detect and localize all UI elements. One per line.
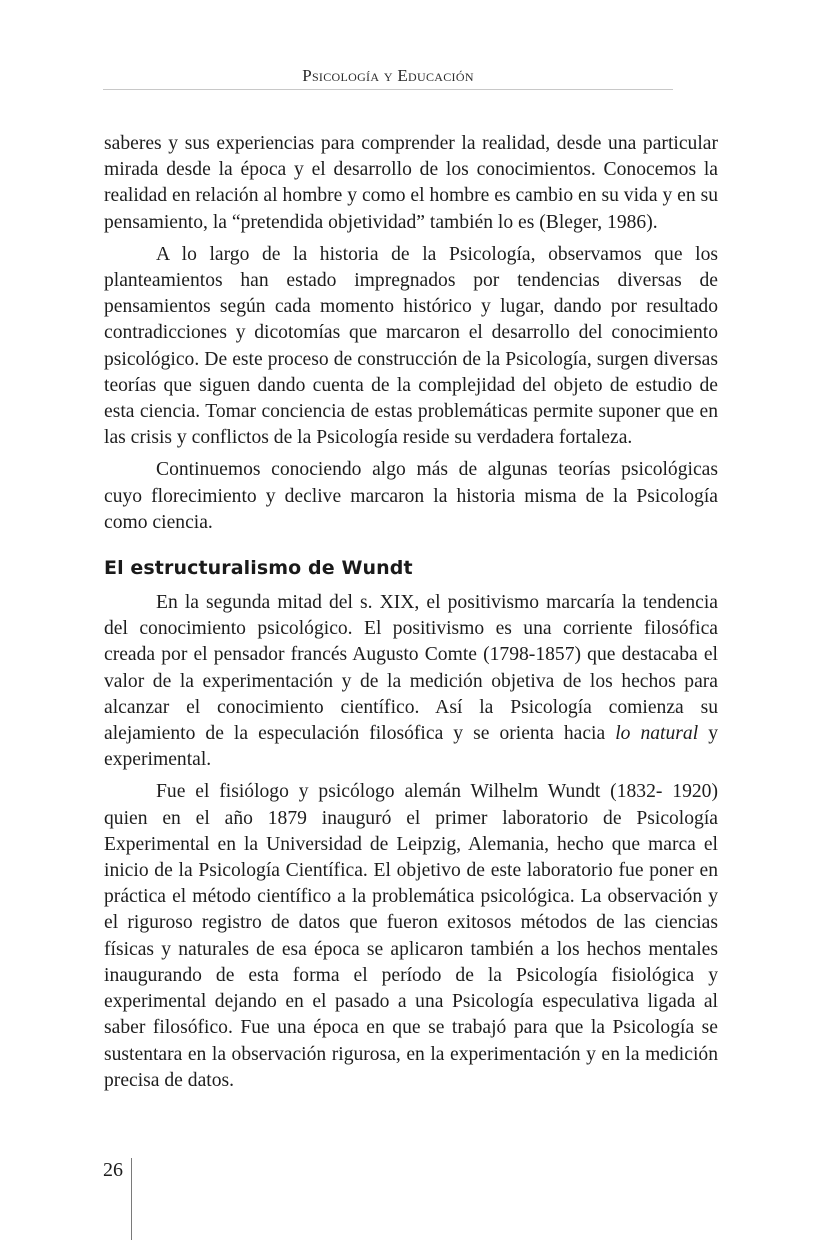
paragraph-continuation: saberes y sus experiencias para comprender la realidad, desde una particular mirada desde la época y el desarrollo de los conocimientos. Conocemos la realidad en relación al hombre y como el hombre es cambio en su vida y en su pensamiento, la “pretendida objetividad” también lo es (Bleger, 1986).: [104, 133, 718, 233]
italic-phrase: lo natural: [615, 723, 699, 745]
header-rule: [103, 89, 673, 90]
page-body: [104, 131, 718, 1094]
paragraph-continue: Continuemos conociendo algo más de algunas teorías psicológicas cuyo florecimiento y declive marcaron la historia misma de la Psicología como ciencia.: [104, 459, 718, 533]
paragraph-positivism-text-a: En la segunda mitad del s. XIX, el positivismo marcaría la tendencia del conocimiento psicológico. El positivismo es una corriente filosófica creada por el pensador francés Augusto Comte (1798-1857) que destacaba el valor de la experimentación y de la medición objetiva de los hechos para alcanzar el conocimiento científico. Así la Psicología comienza su alejamiento de la especulación filosófica y se orienta hacia: [104, 592, 718, 745]
paragraph-history: A lo largo de la historia de la Psicología, observamos que los planteamientos han estado impregnados por tendencias diversas de pensamientos según cada momento histórico y lugar, dando por resultado contradicciones y dicotomías que marcaron el desarrollo del conocimiento psicológico. De este proceso de construcción de la Psicología, surgen diversas teorías que siguen dando cuenta de la complejidad del objeto de estudio de esta ciencia. Tomar conciencia de estas problemáticas permite suponer que en las crisis y conflictos de la Psicología reside su verdadera fortaleza.: [104, 243, 718, 449]
running-header-title: Psicología y Educación: [302, 66, 474, 85]
paragraph-positivism-text-b: y experimental.: [104, 723, 718, 771]
page-number: 26: [103, 1159, 123, 1181]
page-number-rule: [131, 1158, 132, 1240]
section-heading: El estructuralismo de Wundt: [104, 557, 413, 580]
paragraph-wundt: Fue el fisiólogo y psicólogo alemán Wilhelm Wundt (1832- 1920) quien en el año 1879 inauguró el primer laboratorio de Psicología Experimental en la Universidad de Leipzig, Alemania, hecho que marca el inicio de la Psicología Científica. El objetivo de este laboratorio fue poner en práctica el método científico a la problemática psicológica. La observación y el riguroso registro de datos que fueron exitosos métodos de las ciencias físicas y naturales de esa época se aplicaron también a los hechos mentales inaugurando de esta forma el período de la Psicología fisiológica y experimental dejando en el pasado a una Psicología especulativa ligada al saber filosófico. Fue una época en que se trabajó para que la Psicología se sustentara en la observación rigurosa, en la experimentación y en la medición precisa de datos.: [104, 781, 718, 1091]
paragraph-positivism: [104, 590, 718, 773]
